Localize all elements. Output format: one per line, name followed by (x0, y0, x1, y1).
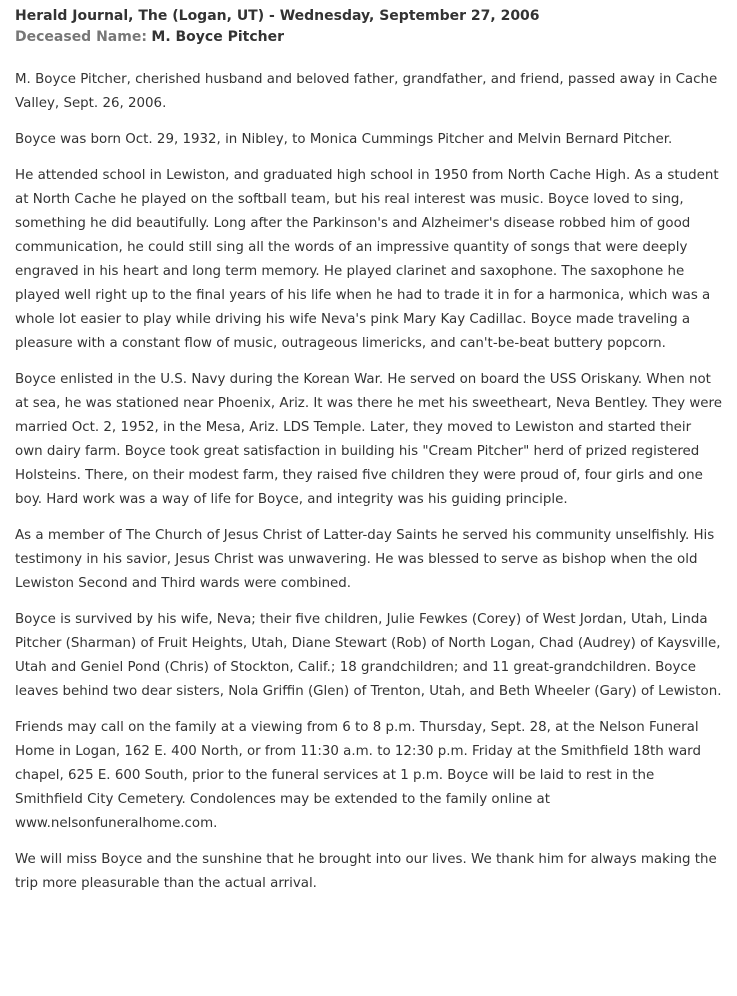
obituary-paragraph: We will miss Boyce and the sunshine that he brought into our lives. We thank him for always making the trip more pleasurable than the actual arrival. (15, 852, 717, 891)
obituary-paragraph: Boyce was born Oct. 29, 1932, in Nibley, to Monica Cummings Pitcher and Melvin Bernard Pitcher. (15, 132, 673, 147)
publication-name: Herald Journal, The (Logan, UT) (15, 8, 265, 24)
publication-date: Wednesday, September 27, 2006 (279, 8, 540, 24)
obituary-paragraph: Friends may call on the family at a viewing from 6 to 8 p.m. Thursday, Sept. 28, at the Nelson Funeral Home in Logan, 162 E. 400 North, or from 11:30 a.m. to 12:30 p.m. Friday at the Smithfield 18th ward chapel, 625 E. 600 South, prior to the funeral services at 1 p.m. Boyce will be laid to rest in the Smithfield City Cemetery. Condolences may be extended to the family online at www.nelsonfuneralhome.com. (15, 720, 701, 831)
deceased-name-line (15, 27, 723, 48)
obituary-paragraph: He attended school in Lewiston, and graduated high school in 1950 from North Cache High. As a student at North Cache he played on the softball team, but his real interest was music. Boyce loved to sing, something he did beautifully. Long after the Parkinson's and Alzheimer's disease robbed him of good communication, he could still sing all the words of an impressive quantity of songs that were deeply engraved in his heart and long term memory. He played clarinet and saxophone. The saxophone he played well right up to the final years of his life when he had to trade it in for a harmonica, which was a whole lot easier to play while driving his wife Neva's pink Mary Kay Cadillac. Boyce made traveling a pleasure with a constant flow of music, outrageous limericks, and can't-be-beat buttery popcorn. (15, 168, 719, 351)
publication-header (15, 6, 723, 27)
header-separator: - (264, 8, 280, 24)
obituary-paragraph: Boyce enlisted in the U.S. Navy during the Korean War. He served on board the USS Oriskany. When not at sea, he was stationed near Phoenix, Ariz. It was there he met his sweetheart, Neva Bentley. They were married Oct. 2, 1952, in the Mesa, Ariz. LDS Temple. Later, they moved to Lewiston and started their own dairy farm. Boyce took great satisfaction in building his "Cream Pitcher" herd of prized registered Holsteins. There, on their modest farm, they raised five children they were proud of, four girls and one boy. Hard work was a way of life for Boyce, and integrity was his guiding principle. (15, 372, 722, 507)
obituary-paragraph: Boyce is survived by his wife, Neva; their five children, Julie Fewkes (Corey) of West Jordan, Utah, Linda Pitcher (Sharman) of Fruit Heights, Utah, Diane Stewart (Rob) of North Logan, Chad (Audrey) of Kaysville, Utah and Geniel Pond (Chris) of Stockton, Calif.; 18 grandchildren; and 11 great-grandchildren. Boyce leaves behind two dear sisters, Nola Griffin (Glen) of Trenton, Utah, and Beth Wheeler (Gary) of Lewiston. (15, 612, 722, 699)
deceased-name-label: Deceased Name: (15, 29, 147, 45)
obituary-paragraph: M. Boyce Pitcher, cherished husband and beloved father, grandfather, and friend, passed away in Cache Valley, Sept. 26, 2006. (15, 72, 718, 111)
deceased-name-value: M. Boyce Pitcher (151, 29, 285, 45)
obituary-paragraph: As a member of The Church of Jesus Christ of Latter-day Saints he served his community unselfishly. His testimony in his savior, Jesus Christ was unwavering. He was blessed to serve as bishop when the old Lewiston Second and Third wards were combined. (15, 528, 715, 591)
